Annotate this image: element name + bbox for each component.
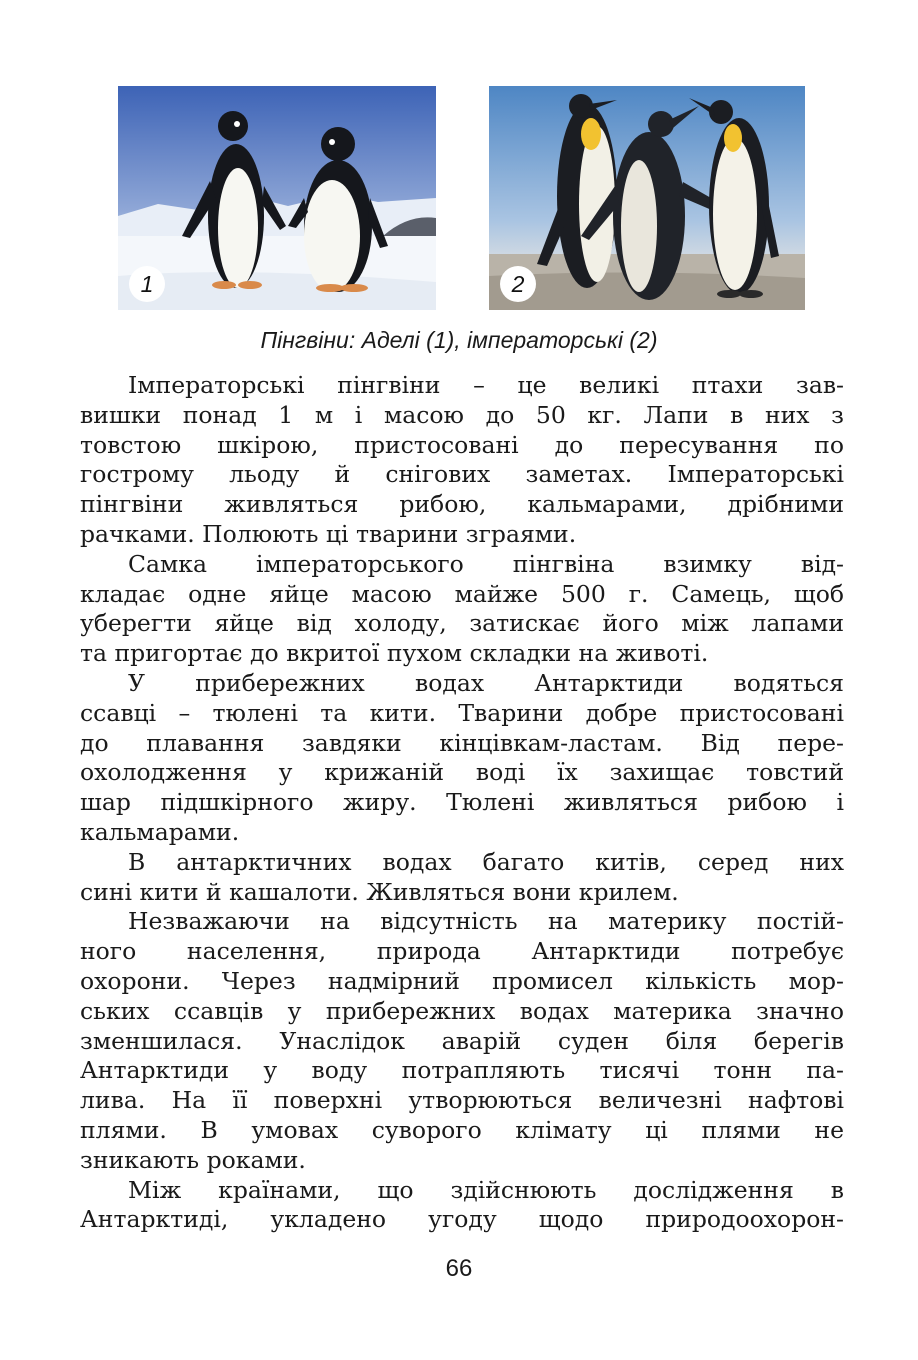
text-line: пінгвіни живляться рибою, кальмарами, дрібними (80, 490, 844, 519)
text-line: Антарктиди у воду потрапляють тисячі тонн па- (80, 1056, 844, 1085)
figure-number-badge: 1 (129, 266, 165, 302)
adelie-penguins-photo (118, 86, 436, 310)
figure-number-badge: 2 (500, 266, 536, 302)
text-line: рачками. Полюють ці тварини зграями. (80, 519, 577, 548)
figure-caption: Пінгвіни: Аделі (1), імператорські (2) (260, 327, 658, 353)
text-line: вишки понад 1 м і масою до 50 кг. Лапи в них з (80, 400, 844, 429)
text-line: В антарктичних водах багато китів, серед них (128, 847, 844, 876)
paragraph (80, 371, 844, 550)
paragraph (80, 669, 844, 848)
text-line: ських ссавців у прибережних водах материка значно (80, 996, 844, 1025)
body-text (80, 371, 844, 1235)
paragraph (80, 848, 844, 908)
text-line: до плавання завдяки кінцівкам-ластам. Від пере- (80, 728, 844, 757)
page-number: 66 (445, 1255, 473, 1282)
text-line: У прибережних водах Антарктиди водяться (128, 668, 844, 697)
text-line: охолодження у крижаній воді їх захищає товстий (80, 758, 844, 787)
text-line: та пригортає до вкритої пухом складки на животі. (80, 639, 709, 668)
text-line: шар підшкірного жиру. Тюлені живляться рибою і (80, 788, 844, 817)
text-line: ного населення, природа Антарктиди потребує (80, 937, 844, 966)
emperor-penguins-photo (489, 86, 805, 310)
text-line: лива. На її поверхні утворюються величезні нафтові (80, 1086, 844, 1115)
text-line: плями. В умовах суворого клімату ці плями не (80, 1115, 844, 1144)
text-line: товстою шкірою, пристосовані до пересування по (80, 430, 844, 459)
emperor-penguins-image (489, 86, 805, 310)
text-line: уберегти яйце від холоду, затискає його між лапами (80, 609, 844, 638)
adelie-penguins-image (118, 86, 436, 310)
paragraph (80, 1176, 844, 1236)
text-line: зменшилася. Унаслідок аварій суден біля берегів (80, 1026, 844, 1055)
text-line: Самка імператорського пінгвіна взимку від- (128, 549, 844, 578)
text-line: зникають роками. (80, 1145, 306, 1174)
text-line: ссавці – тюлені та кити. Тварини добре пристосовані (80, 698, 844, 727)
text-line: кладає одне яйце масою майже 500 г. Самець, щоб (80, 579, 844, 608)
text-line: Антарктиді, укладено угоду щодо природоохорон- (80, 1205, 844, 1234)
text-line: Незважаючи на відсутність на материку постій- (128, 907, 844, 936)
text-line: Між країнами, що здійснюють дослідження в (128, 1175, 844, 1204)
text-line: охорони. Через надмірний промисел кількість мор- (80, 966, 844, 995)
text-line: гострому льоду й снігових заметах. Імператорські (80, 460, 844, 489)
paragraph (80, 550, 844, 669)
text-line: Імператорські пінгвіни – це великі птахи зав- (128, 371, 844, 399)
text-line: сині кити й кашалоти. Живляться вони крилем. (80, 877, 679, 906)
text-line: кальмарами. (80, 817, 240, 846)
paragraph (80, 907, 844, 1175)
